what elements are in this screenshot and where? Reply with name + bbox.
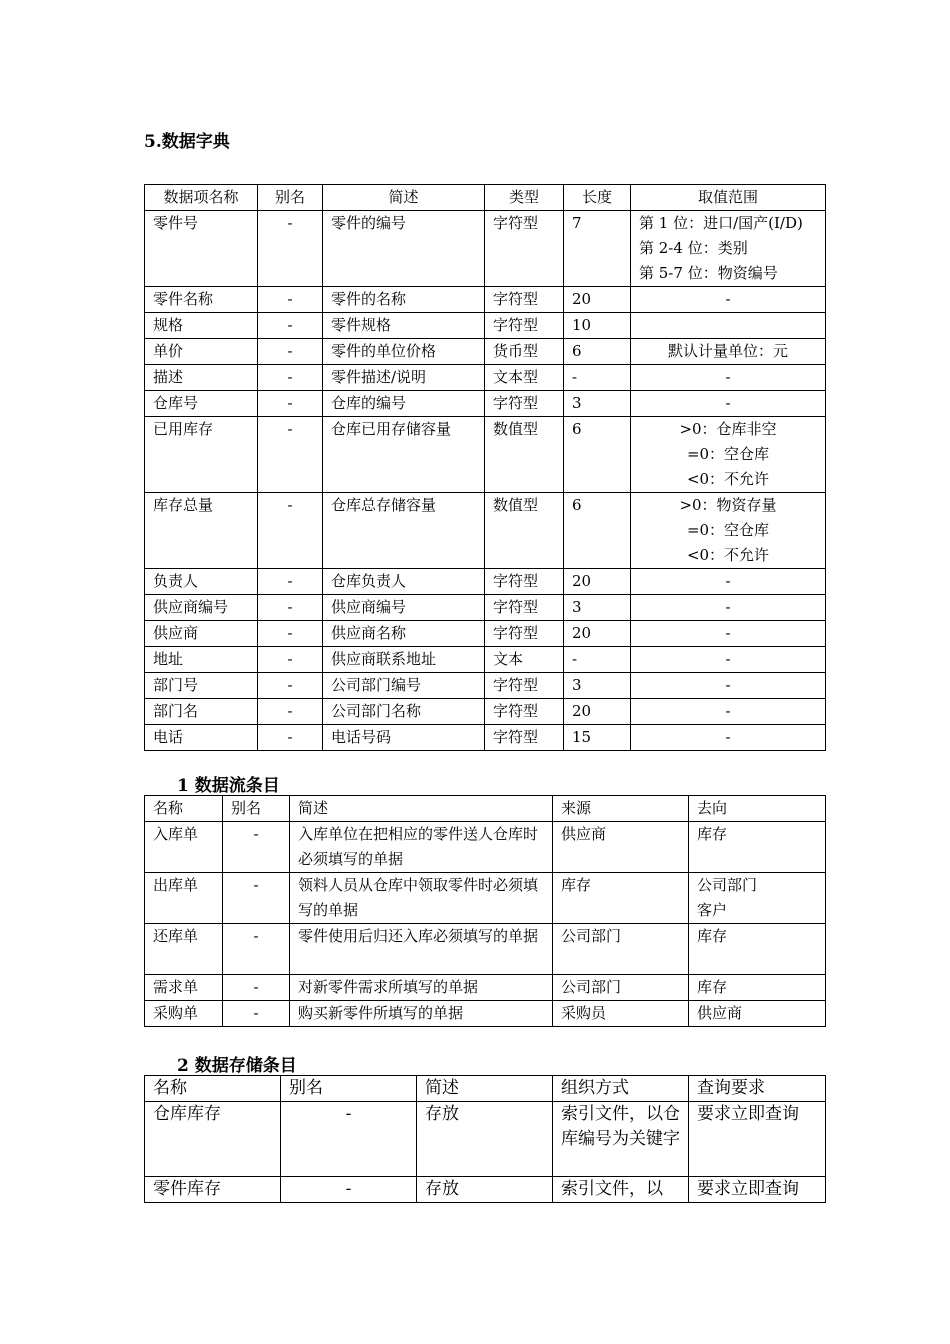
store-header-cell: 查询要求 bbox=[689, 1076, 826, 1102]
store-cell: 索引文件，以仓库编号为关键字 bbox=[553, 1102, 689, 1177]
flow-cell: 采购员 bbox=[553, 1001, 689, 1027]
flow-cell: - bbox=[223, 1001, 290, 1027]
dict-cell: 电话号码 bbox=[323, 725, 485, 751]
store-cell: 索引文件，以 bbox=[553, 1177, 689, 1203]
dict-cell: 库存总量 bbox=[145, 493, 258, 569]
dict-cell: - bbox=[631, 725, 826, 751]
dict-cell: 20 bbox=[564, 699, 631, 725]
flow-cell: 入库单位在把相应的零件送人仓库时必须填写的单据 bbox=[290, 822, 553, 873]
dict-row bbox=[145, 621, 826, 647]
dict-cell: - bbox=[631, 647, 826, 673]
dict-cell: 部门名 bbox=[145, 699, 258, 725]
flow-cell: - bbox=[223, 873, 290, 924]
flow-cell: 入库单 bbox=[145, 822, 223, 873]
dict-cell: - bbox=[631, 287, 826, 313]
dict-cell: 供应商编号 bbox=[145, 595, 258, 621]
dict-cell: 字符型 bbox=[485, 569, 564, 595]
dict-cell: - bbox=[258, 365, 323, 391]
store-row bbox=[145, 1177, 826, 1203]
dict-cell: 零件的名称 bbox=[323, 287, 485, 313]
dict-cell: - bbox=[258, 287, 323, 313]
dict-cell: 20 bbox=[564, 287, 631, 313]
store-cell: 存放 bbox=[417, 1177, 553, 1203]
dict-cell: - bbox=[631, 595, 826, 621]
dict-cell: 数值型 bbox=[485, 493, 564, 569]
dict-cell: 零件号 bbox=[145, 211, 258, 287]
data-flow-title: 1 数据流条目 bbox=[177, 776, 280, 796]
dict-header-cell: 别名 bbox=[258, 185, 323, 211]
section-title: 5.数据字典 bbox=[144, 132, 230, 152]
dict-cell: - bbox=[631, 673, 826, 699]
dict-cell: 6 bbox=[564, 417, 631, 493]
dict-cell: 供应商编号 bbox=[323, 595, 485, 621]
dict-cell: - bbox=[258, 339, 323, 365]
flow-cell: 库存 bbox=[689, 924, 826, 975]
store-cell: 要求立即查询 bbox=[689, 1102, 826, 1177]
dict-cell: - bbox=[258, 391, 323, 417]
flow-row bbox=[145, 873, 826, 924]
dict-cell: 字符型 bbox=[485, 391, 564, 417]
dict-cell: 零件名称 bbox=[145, 287, 258, 313]
dict-cell: 仓库已用存储容量 bbox=[323, 417, 485, 493]
flow-cell: 公司部门 bbox=[553, 975, 689, 1001]
data-flow-table bbox=[144, 795, 826, 1027]
dict-cell: - bbox=[258, 569, 323, 595]
flow-cell: - bbox=[223, 822, 290, 873]
dict-row bbox=[145, 647, 826, 673]
flow-header-row bbox=[145, 796, 826, 822]
dict-row bbox=[145, 365, 826, 391]
dict-cell: 15 bbox=[564, 725, 631, 751]
dict-cell: 3 bbox=[564, 595, 631, 621]
dict-header-cell: 类型 bbox=[485, 185, 564, 211]
dict-cell: 电话 bbox=[145, 725, 258, 751]
dict-header-cell: 取值范围 bbox=[631, 185, 826, 211]
flow-cell: 出库单 bbox=[145, 873, 223, 924]
dict-header-row bbox=[145, 185, 826, 211]
dict-row bbox=[145, 339, 826, 365]
data-store-title: 2 数据存储条目 bbox=[177, 1056, 297, 1076]
store-header-cell: 别名 bbox=[281, 1076, 417, 1102]
dict-cell: 文本型 bbox=[485, 365, 564, 391]
dict-cell: 部门号 bbox=[145, 673, 258, 699]
dict-cell: 字符型 bbox=[485, 313, 564, 339]
flow-cell: 零件使用后归还入库必须填写的单据 bbox=[290, 924, 553, 975]
dict-cell: 字符型 bbox=[485, 699, 564, 725]
dict-cell: 货币型 bbox=[485, 339, 564, 365]
dict-header-cell: 简述 bbox=[323, 185, 485, 211]
dict-cell: 零件规格 bbox=[323, 313, 485, 339]
dict-cell: 20 bbox=[564, 621, 631, 647]
dict-row bbox=[145, 313, 826, 339]
dict-cell: 6 bbox=[564, 493, 631, 569]
dict-cell: 字符型 bbox=[485, 725, 564, 751]
dict-cell: 字符型 bbox=[485, 595, 564, 621]
dict-cell: - bbox=[258, 621, 323, 647]
data-dictionary-table bbox=[144, 184, 826, 751]
store-cell: 仓库库存 bbox=[145, 1102, 281, 1177]
dict-cell: - bbox=[631, 365, 826, 391]
dict-cell: - bbox=[258, 647, 323, 673]
flow-cell: 需求单 bbox=[145, 975, 223, 1001]
dict-cell: - bbox=[631, 569, 826, 595]
dict-row bbox=[145, 699, 826, 725]
dict-cell: 单价 bbox=[145, 339, 258, 365]
flow-cell: 供应商 bbox=[689, 1001, 826, 1027]
dict-cell: 7 bbox=[564, 211, 631, 287]
dict-cell: 供应商名称 bbox=[323, 621, 485, 647]
dict-row bbox=[145, 211, 826, 287]
dict-cell: 零件的单位价格 bbox=[323, 339, 485, 365]
flow-cell: 还库单 bbox=[145, 924, 223, 975]
dict-cell: 零件的编号 bbox=[323, 211, 485, 287]
dict-cell: - bbox=[631, 699, 826, 725]
dict-row bbox=[145, 417, 826, 493]
dict-cell: 仓库号 bbox=[145, 391, 258, 417]
dict-cell: 供应商 bbox=[145, 621, 258, 647]
dict-cell: - bbox=[258, 493, 323, 569]
dict-cell: 公司部门名称 bbox=[323, 699, 485, 725]
dict-cell: 10 bbox=[564, 313, 631, 339]
dict-row bbox=[145, 595, 826, 621]
dict-cell: - bbox=[258, 725, 323, 751]
dict-cell: 公司部门编号 bbox=[323, 673, 485, 699]
store-header-cell: 名称 bbox=[145, 1076, 281, 1102]
flow-cell: 公司部门 客户 bbox=[689, 873, 826, 924]
store-header-row bbox=[145, 1076, 826, 1102]
dict-row bbox=[145, 391, 826, 417]
flow-cell: 领料人员从仓库中领取零件时必须填写的单据 bbox=[290, 873, 553, 924]
flow-header-cell: 去向 bbox=[689, 796, 826, 822]
dict-cell: - bbox=[564, 365, 631, 391]
store-cell: 零件库存 bbox=[145, 1177, 281, 1203]
store-header-cell: 组织方式 bbox=[553, 1076, 689, 1102]
dict-cell: 字符型 bbox=[485, 673, 564, 699]
flow-cell: 库存 bbox=[553, 873, 689, 924]
flow-header-cell: 别名 bbox=[223, 796, 290, 822]
dict-cell: - bbox=[258, 313, 323, 339]
dict-cell: 第 1 位：进口/国产(I/D) 第 2-4 位：类别 第 5-7 位：物资编号 bbox=[631, 211, 826, 287]
dict-cell: 供应商联系地址 bbox=[323, 647, 485, 673]
dict-cell: 地址 bbox=[145, 647, 258, 673]
dict-cell: 6 bbox=[564, 339, 631, 365]
dict-row bbox=[145, 725, 826, 751]
dict-cell: >0：物资存量 =0：空仓库 <0：不允许 bbox=[631, 493, 826, 569]
store-header-cell: 简述 bbox=[417, 1076, 553, 1102]
store-row bbox=[145, 1102, 826, 1177]
dict-cell: 文本 bbox=[485, 647, 564, 673]
dict-cell: 20 bbox=[564, 569, 631, 595]
dict-header-cell: 长度 bbox=[564, 185, 631, 211]
dict-cell: - bbox=[258, 699, 323, 725]
flow-cell: 公司部门 bbox=[553, 924, 689, 975]
dict-cell: 数值型 bbox=[485, 417, 564, 493]
dict-cell: 3 bbox=[564, 391, 631, 417]
dict-cell: 规格 bbox=[145, 313, 258, 339]
dict-cell: - bbox=[258, 595, 323, 621]
store-cell: - bbox=[281, 1102, 417, 1177]
dict-cell bbox=[631, 313, 826, 339]
flow-cell: 库存 bbox=[689, 822, 826, 873]
dict-cell: 字符型 bbox=[485, 287, 564, 313]
dict-cell: 仓库的编号 bbox=[323, 391, 485, 417]
dict-cell: 字符型 bbox=[485, 621, 564, 647]
flow-header-cell: 名称 bbox=[145, 796, 223, 822]
flow-header-cell: 简述 bbox=[290, 796, 553, 822]
dict-cell: 零件描述/说明 bbox=[323, 365, 485, 391]
flow-cell: - bbox=[223, 975, 290, 1001]
flow-row bbox=[145, 822, 826, 873]
flow-cell: 对新零件需求所填写的单据 bbox=[290, 975, 553, 1001]
dict-cell: 字符型 bbox=[485, 211, 564, 287]
dict-cell: - bbox=[631, 391, 826, 417]
flow-cell: 库存 bbox=[689, 975, 826, 1001]
dict-cell: 仓库总存储容量 bbox=[323, 493, 485, 569]
dict-cell: 仓库负责人 bbox=[323, 569, 485, 595]
flow-cell: 采购单 bbox=[145, 1001, 223, 1027]
dict-header-cell: 数据项名称 bbox=[145, 185, 258, 211]
flow-header-cell: 来源 bbox=[553, 796, 689, 822]
dict-row bbox=[145, 569, 826, 595]
dict-row bbox=[145, 287, 826, 313]
dict-cell: 负责人 bbox=[145, 569, 258, 595]
data-store-table bbox=[144, 1075, 826, 1203]
dict-cell: >0：仓库非空 =0：空仓库 <0：不允许 bbox=[631, 417, 826, 493]
dict-cell: - bbox=[258, 211, 323, 287]
dict-cell: - bbox=[258, 417, 323, 493]
store-cell: 存放 bbox=[417, 1102, 553, 1177]
flow-row bbox=[145, 924, 826, 975]
flow-cell: - bbox=[223, 924, 290, 975]
dict-cell: 默认计量单位：元 bbox=[631, 339, 826, 365]
dict-cell: - bbox=[258, 673, 323, 699]
dict-cell: - bbox=[631, 621, 826, 647]
dict-cell: 描述 bbox=[145, 365, 258, 391]
flow-cell: 购买新零件所填写的单据 bbox=[290, 1001, 553, 1027]
dict-cell: - bbox=[564, 647, 631, 673]
flow-cell: 供应商 bbox=[553, 822, 689, 873]
dict-row bbox=[145, 493, 826, 569]
dict-cell: 3 bbox=[564, 673, 631, 699]
dict-cell: 已用库存 bbox=[145, 417, 258, 493]
store-cell: 要求立即查询 bbox=[689, 1177, 826, 1203]
flow-row bbox=[145, 975, 826, 1001]
store-cell: - bbox=[281, 1177, 417, 1203]
dict-row bbox=[145, 673, 826, 699]
flow-row bbox=[145, 1001, 826, 1027]
